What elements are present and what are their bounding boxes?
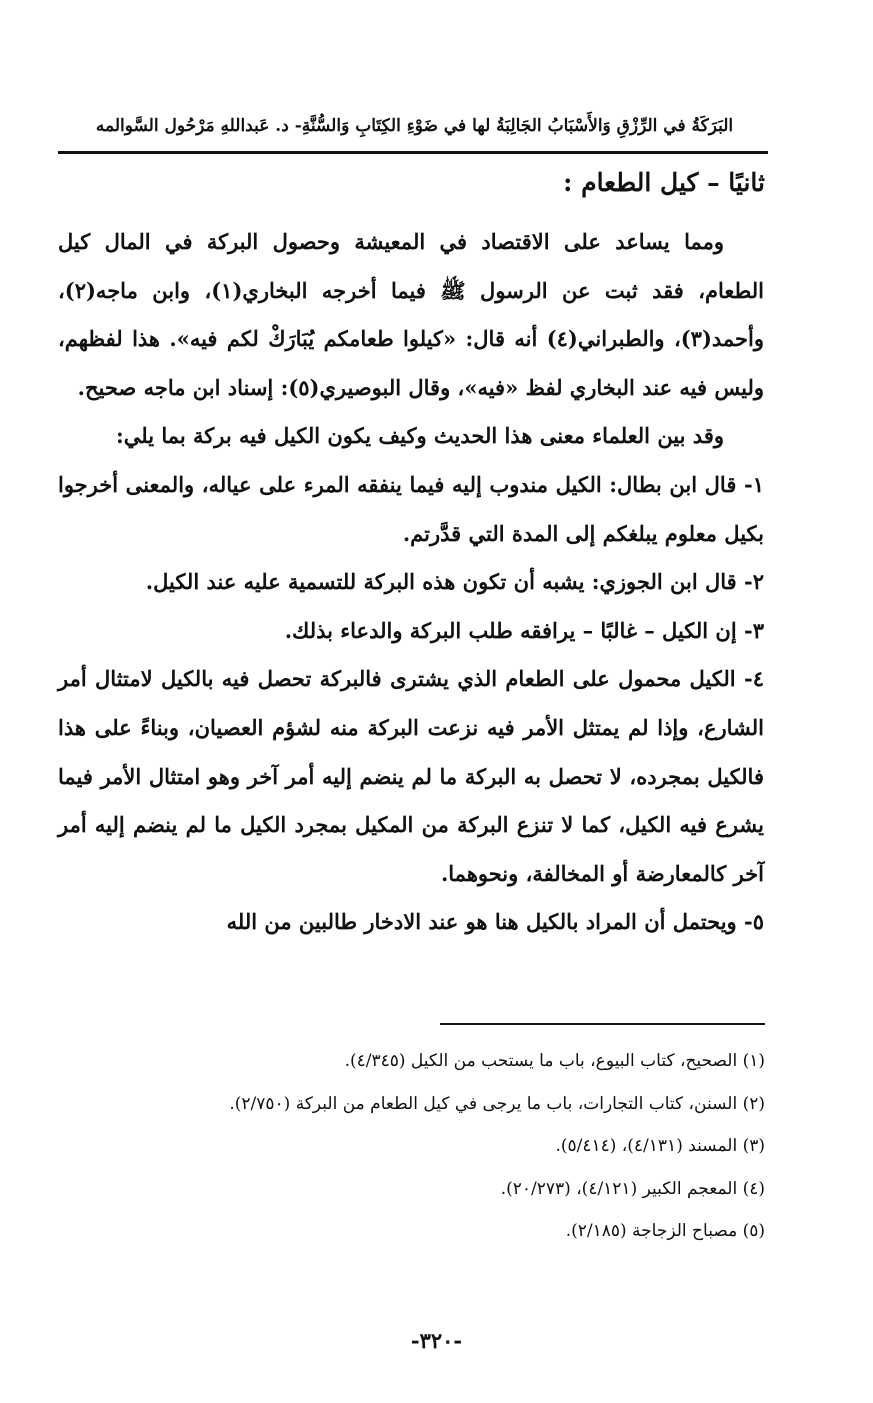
header-divider [58, 151, 768, 154]
paragraph-scholars: وقد بين العلماء معنى هذا الحديث وكيف يكون الكيل فيه بركة بما يلي: [115, 423, 724, 449]
list-item-3: ٣- إن الكيل – غالبًا – يرافقه طلب البركة والدعاء بذلك. [284, 617, 764, 643]
section-title: ثانيًا – كيل الطعام : [563, 168, 765, 197]
list-item-5: ٥- ويحتمل أن المراد بالكيل هنا هو عند الادخار طالبين من الله [226, 909, 764, 935]
paragraph-intro: ومما يساعد على الاقتصاد في المعيشة وحصول البركة في المال كيل الطعام، فقد ثبت عن الرسول ﷺ فيما أخرجه البخاري(١)، وابن ماجه(٢)، وأحمد(٣)، والطبراني(٤) أنه قال: «كيلوا طعامكم يُبَارَكْ لكم فيه». هذا لفظهم، وليس فيه عند البخاري لفظ «فيه»، وقال البوصيري(٥): إسناد ابن ماجه صحيح. [58, 229, 765, 400]
footnote-1: (١) الصحيح، كتاب البيوع، باب ما يستحب من الكيل (٤/٣٤٥). [344, 1051, 765, 1071]
running-header: البَرَكَةُ في الرِّزْقِ وَالأَسْبَابُ الجَالِبَةُ لها في ضَوْءِ الكِتَابِ وَالسُّنَّةِ- د. عَبداللهِ مَرْحُول السَّوالمه [95, 116, 734, 136]
footnotes [58, 1040, 765, 1253]
list-item-1: ١- قال ابن بطال: الكيل مندوب إليه فيما ينفقه المرء على عياله، والمعنى أخرجوا بكيل معلوم يبلغكم إلى المدة التي قدَّرتم. [58, 471, 764, 546]
footnote-5: (٥) مصباح الزجاجة (٢/١٨٥). [565, 1221, 765, 1241]
footnote-3: (٣) المسند (٤/١٣١)، (٥/٤١٤). [555, 1136, 765, 1156]
list-item-2: ٢- قال ابن الجوزي: يشبه أن تكون هذه البركة للتسمية عليه عند الكيل. [145, 569, 764, 595]
footnote-divider [440, 1023, 765, 1025]
list-item-4: ٤- الكيل محمول على الطعام الذي يشترى فالبركة تحصل فيه بالكيل لامتثال أمر الشارع، وإذا لم يمتثل الأمر فيه نزعت البركة منه لشؤم العصيان، وبناءً على هذا فالكيل بمجرده، لا تحصل به البركة ما لم ينضم إليه أمر آخر وهو امتثال الأمر فيما يشرع فيه الكيل، كما لا تنزع البركة من المكيل بمجرد الكيل ما لم ينضم إليه أمر آخر كالمعارضة أو المخالفة، ونحوهما. [58, 666, 764, 886]
body-text [58, 218, 764, 947]
footnote-2: (٢) السنن، كتاب التجارات، باب ما يرجى في كيل الطعام من البركة (٢/٧٥٠). [229, 1093, 765, 1114]
footnote-4: (٤) المعجم الكبير (٤/١٢١)، (٢٠/٢٧٣). [500, 1178, 765, 1199]
page-number: -٣٢٠- [410, 1328, 463, 1353]
